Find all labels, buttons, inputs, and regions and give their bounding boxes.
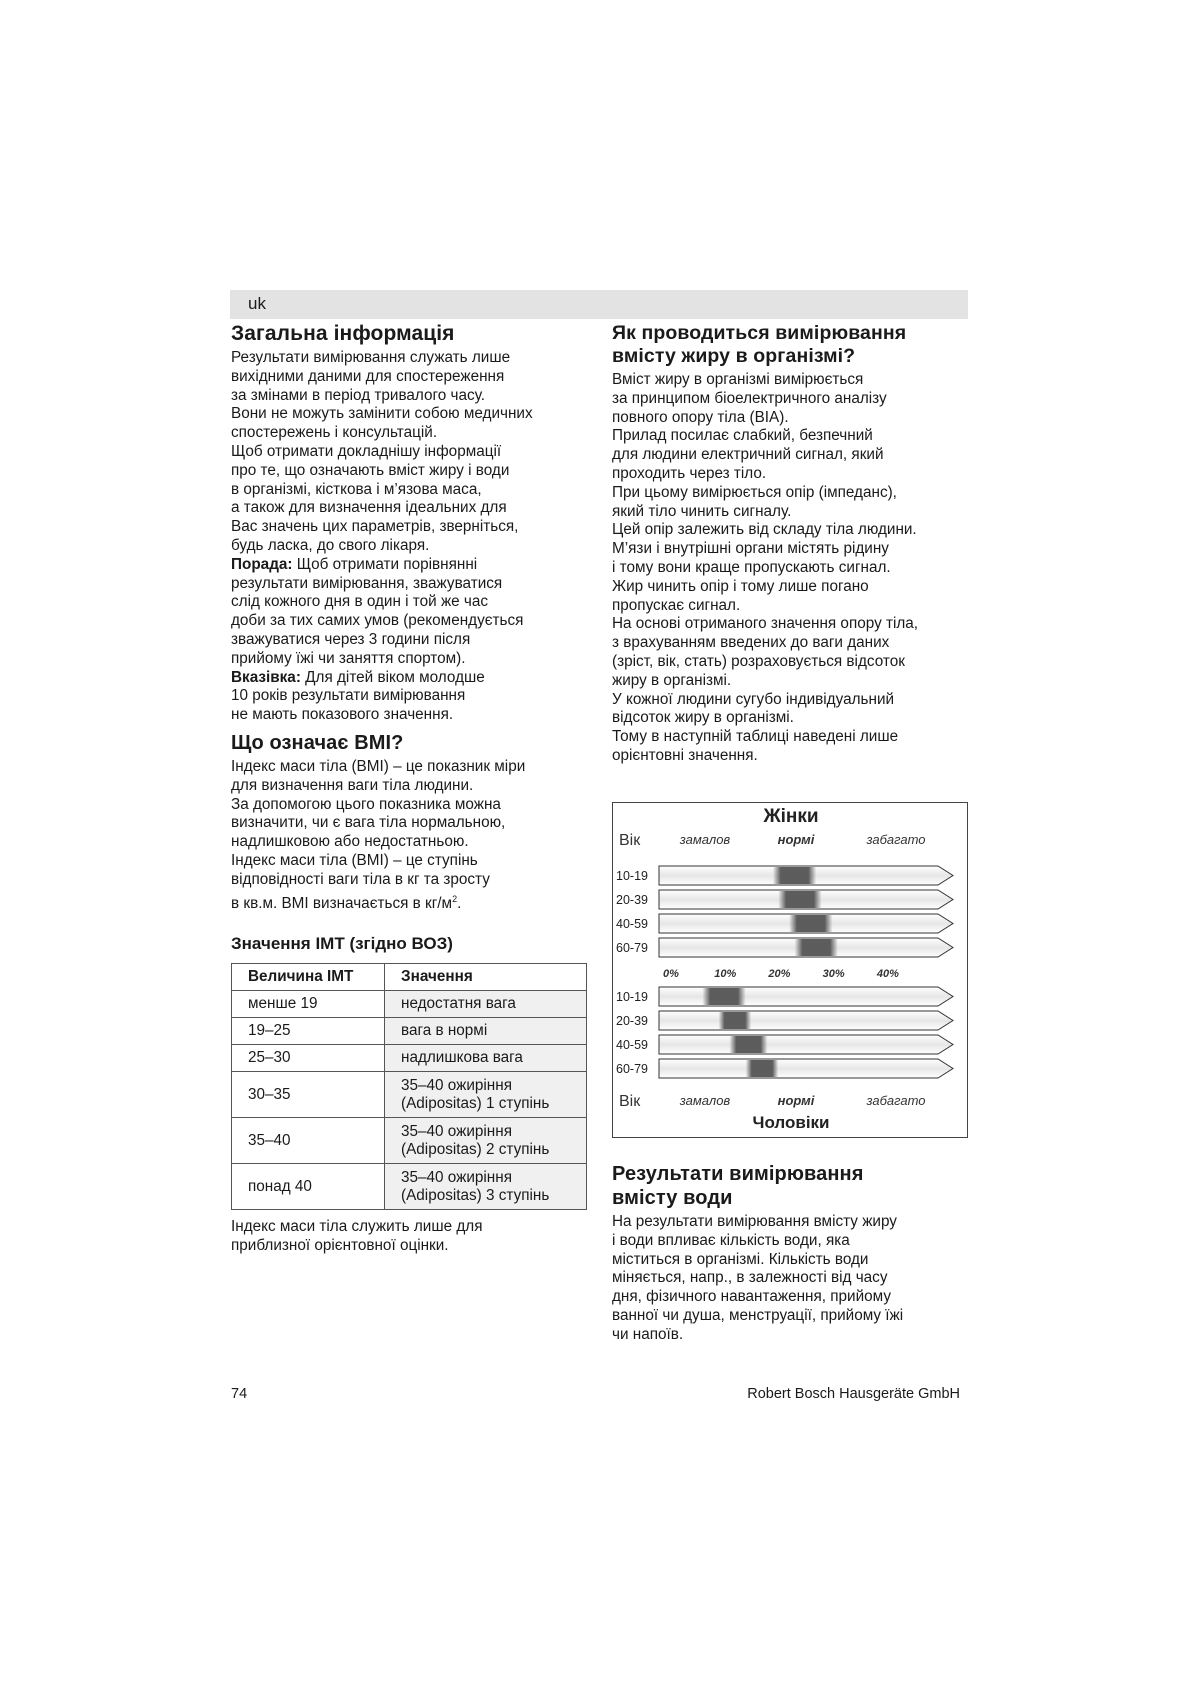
normal-range-mark <box>773 867 816 884</box>
heading-general-info: Загальна інформація <box>231 322 455 345</box>
normal-range-mark <box>778 891 821 908</box>
note-paragraph <box>231 669 591 725</box>
footer-company: Robert Bosch Hausgeräte GmbH <box>747 1386 960 1402</box>
heading-imt-values: Значення ІМТ (згідно ВОЗ) <box>231 934 453 954</box>
x-tick-label: 0% <box>663 968 679 980</box>
age-group-label: 60-79 <box>616 941 648 955</box>
tip-paragraph <box>231 556 591 669</box>
chart-title-male: Чоловіки <box>752 1113 830 1132</box>
bmi-text-body: Індекс маси тіла (BMI) – це показник міри для визначення ваги тіла людини. За допомогою цього показника можна визначити, чи є вага тіла нормальною, надлишковою або недостатньою. Індекс маси тіла (BMI) – це ступінь відповідності ваги тіла в кг та зросту в кв.м. BMI визначається в кг/м <box>231 757 526 912</box>
age-group-label: 10-19 <box>616 869 648 883</box>
imt-footnote: Індекс маси тіла служить лише для приблизної орієнтовної оцінки. <box>231 1218 483 1255</box>
tip-label: Порада: <box>231 555 293 573</box>
zone-label-normal: нормі <box>777 1093 815 1108</box>
normal-range-mark <box>795 939 838 956</box>
table-row <box>232 1072 587 1118</box>
imt-cell-range: 35–40 <box>232 1118 385 1164</box>
age-label: Вік <box>619 832 641 849</box>
imt-cell-meaning: недостатня вага <box>385 991 587 1018</box>
zone-label-low: замалов <box>679 1093 731 1108</box>
normal-range-mark <box>719 1012 752 1029</box>
imt-cell-meaning: 35–40 ожиріння (Adipositas) 3 ступінь <box>385 1164 587 1210</box>
x-tick-label: 10% <box>714 968 737 980</box>
normal-range-mark <box>789 915 832 932</box>
imt-header-value: Величина ІМТ <box>232 964 385 991</box>
zone-label-low: замалов <box>679 832 731 847</box>
chart-title-female: Жінки <box>763 806 819 827</box>
heading-bmi: Що означає BMI? <box>231 731 404 754</box>
imt-cell-meaning: надлишкова вага <box>385 1045 587 1072</box>
right-column <box>612 322 970 766</box>
normal-range-mark <box>702 988 745 1005</box>
range-bar <box>659 1059 953 1078</box>
normal-range-mark <box>729 1036 767 1053</box>
body-fat-chart <box>612 802 968 1138</box>
age-label: Вік <box>619 1093 641 1110</box>
imt-cell-meaning: 35–40 ожиріння (Adipositas) 2 ступінь <box>385 1118 587 1164</box>
bmi-superscript: 2 <box>452 893 458 904</box>
age-group-label: 10-19 <box>616 990 648 1004</box>
age-group-label: 20-39 <box>616 1014 648 1028</box>
zone-label-normal: нормі <box>777 832 815 847</box>
imt-cell-range: 25–30 <box>232 1045 385 1072</box>
language-code: uk <box>248 294 266 313</box>
heading-fat-measurement: Як проводиться вимірювання вмісту жиру в організмі? <box>612 322 907 367</box>
range-bar <box>659 1011 953 1030</box>
imt-cell-range: менше 19 <box>232 991 385 1018</box>
water-section <box>612 1162 970 1345</box>
table-row <box>232 1018 587 1045</box>
language-bar <box>230 290 968 319</box>
age-group-label: 60-79 <box>616 1062 648 1076</box>
imt-cell-range: понад 40 <box>232 1164 385 1210</box>
note-label: Вказівка: <box>231 668 301 686</box>
imt-header-meaning: Значення <box>385 964 587 991</box>
zone-label-high: забагато <box>866 832 926 847</box>
fat-measurement-text: Вміст жиру в організмі вимірюється за принципом біоелектричного аналізу повного опору тіла (BIA). Прилад посилає слабкий, безпечний для людини електричний сигнал, який проходить через тіло. При цьому вимірюється опір (імпеданс), який тіло чинить сигналу. Цей опір залежить від складу тіла людини. М’язи і внутрішні органи містять рідину і тому вони краще пропускають сигнал. Жир чинить опір і тому лише погано пропускає сигнал. На основі отриманого значення опору тіла, з врахуванням введених до ваги даних (зріст, вік, стать) розраховується відсоток жиру в організмі. У кожної людини сугубо індивідуальний відсоток жиру в організмі. Тому в наступній таблиці наведені лише орієнтовні значення. <box>612 371 919 764</box>
table-row <box>232 1045 587 1072</box>
age-group-label: 40-59 <box>616 1038 648 1052</box>
imt-cell-meaning: 35–40 ожиріння (Adipositas) 1 ступінь <box>385 1072 587 1118</box>
imt-cell-range: 30–35 <box>232 1072 385 1118</box>
heading-water-results: Результати вимірювання вмісту води <box>612 1163 864 1209</box>
tip-text: Щоб отримати порівнянні результати вимірювання, зважуватися слід кожного дня в один і той же час доби за тих самих умов (рекомендується зважуватися через 3 години після прийому їжі чи заняття спортом). <box>231 555 524 667</box>
table-row <box>232 991 587 1018</box>
range-bar <box>659 1035 953 1054</box>
general-info-text: Результати вимірювання служать лише вихідними даними для спостереження за змінами в період тривалого часу. Вони не можуть замінити собою медичних спостережень і консультацій. Щоб отримати докладнішу інформації про те, що означають вміст жиру і води в організмі, кісткова і м’язова маса, а також для визначення ідеальних для Вас значень цих параметрів, зверніться, будь ласка, до свого лікаря. <box>231 349 533 554</box>
note-text: Для дітей віком молодше 10 років результати вимірювання не мають показового значення. <box>231 668 485 724</box>
page-number: 74 <box>231 1386 248 1402</box>
imt-cell-meaning: вага в нормі <box>385 1018 587 1045</box>
bmi-text <box>231 758 591 913</box>
imt-cell-range: 19–25 <box>232 1018 385 1045</box>
bmi-text-end: . <box>457 894 462 912</box>
age-group-label: 40-59 <box>616 917 648 931</box>
x-tick-label: 40% <box>876 968 899 980</box>
body-fat-chart-svg <box>613 803 969 1139</box>
zone-label-high: забагато <box>866 1093 926 1108</box>
water-results-text: На результати вимірювання вмісту жиру і води впливає кількість води, яка міститься в організмі. Кількість води міняється, напр., в залежності від часу дня, фізичного навантаження, прийому ванної чи душа, менструації, прийому їжі чи напоїв. <box>612 1213 904 1343</box>
table-row <box>232 1164 587 1210</box>
normal-range-mark <box>746 1060 779 1077</box>
left-column <box>231 322 591 1256</box>
x-tick-label: 20% <box>768 968 791 980</box>
table-row <box>232 1118 587 1164</box>
imt-table <box>231 963 587 1210</box>
x-tick-label: 30% <box>822 968 845 980</box>
age-group-label: 20-39 <box>616 893 648 907</box>
